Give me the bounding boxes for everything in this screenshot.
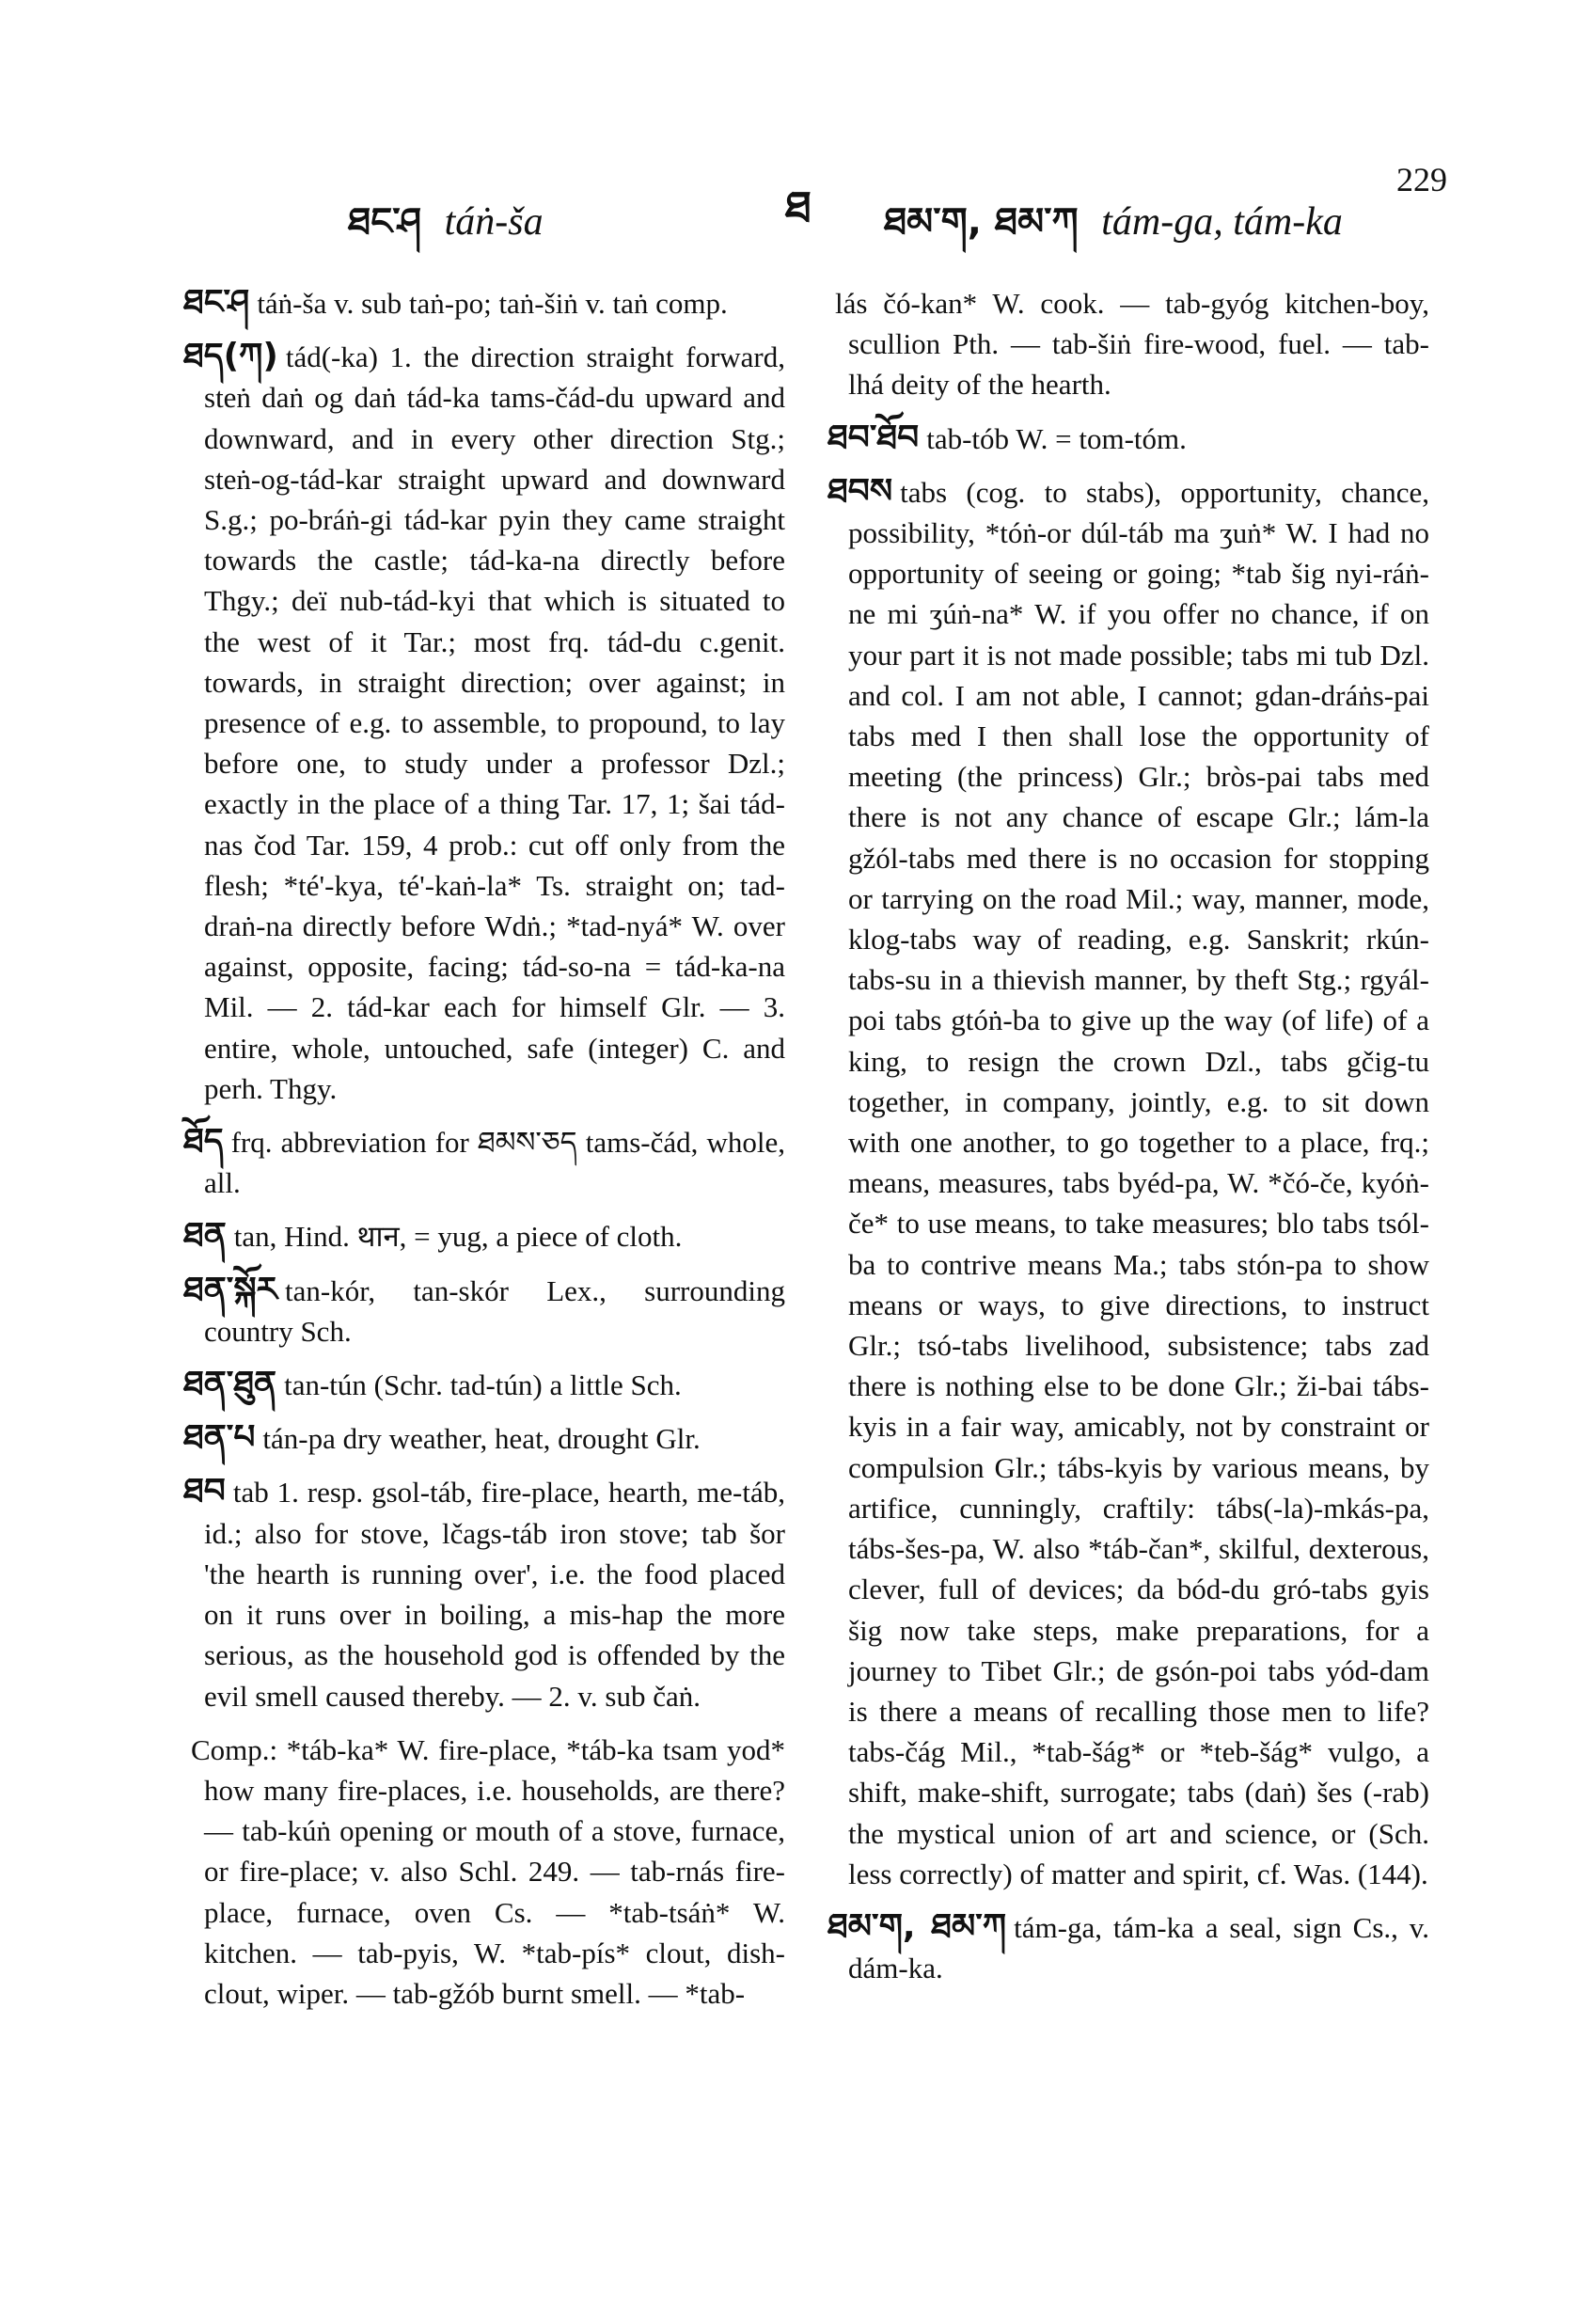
left-column	[183, 282, 785, 2026]
dictionary-entry	[183, 1471, 785, 1715]
dictionary-entry	[183, 282, 785, 324]
entry-headword: ཐབ་ཐོབ	[827, 418, 920, 457]
entry-headword: ཐད(ཀ)	[183, 337, 278, 376]
section-letter: ཐ	[785, 183, 812, 231]
dictionary-entry-compounds	[183, 1729, 785, 2014]
running-head-right-tibetan: ཐམ་ག, ཐམ་ཀ	[884, 200, 1079, 244]
entry-text: frq. abbreviation for ཐམས་ཅད tams-čád, whole, all.	[204, 1126, 785, 1200]
running-head-right-roman: tám-ga, tám-ka	[1101, 200, 1343, 244]
entry-headword: ཐན་པ	[183, 1418, 256, 1458]
entry-text: lás čó-kan* W. cook. — tab-gyóg kitchen-boy, scullion Pth. — tab-šiṅ fire-wood, fuel. — tab-lhá deity of the hearth.	[835, 287, 1429, 402]
page-number: 229	[1396, 161, 1447, 198]
entry-text: tabs (cog. to stabs), opportunity, chance, possibility, *tóṅ-or dúl-táb ma ʒuṅ* W. I had no opportunity of seeing or going; *tab šig nyi-ráṅ-ne mi ʒúṅ-na* W. if you offer no chance, if on your part it is not made possible; tabs mi tub Dzl. and col. I am not able, I cannot; gdan-dráṅs-pai tabs med I then shall lose the opportunity of meeting (the princess) Glr.; bròs-pai tabs med there is not any chance of escape Glr.; lám-la gžól-tabs med there is no occasion for stopping or tarrying on the road Mil.; way, manner, mode, klog-tabs way of reading, e.g. Sanskrit; rkún-tabs-su in a thievish manner, by theft Stg.; rgyál-poi tabs gtóṅ-ba to give up the way (of life) of a king, to resign the crown Dzl., tabs gčig-tu together, in company, jointly, e.g. to sit down with one another, to go together to a place, frq.; means, measures, tabs byéd-pa, W. *čó-če, kyóṅ-če* to use means, to take measures; blo tabs tsól-ba to contrive means Ma.; tabs stón-pa to show means or ways, to give directions, to instruct Glr.; tsó-tabs livelihood, subsistence; tabs zad there is nothing else to be done Glr.; ži-bai tábs-kyis in a fair way, amicably, not by constraint or compulsion Glr.; tábs-kyis by various means, by artifice, cunningly, craftily: tábs(-la)-mkás-pa, tábs-šes-pa, W. also *táb-čan*, skilful, dexterous, clever, full of devices; da bód-du gró-tabs gyis šig now take steps, make preparations, for a journey to Tibet Glr.; de gsón-poi tabs yód-dam is there a means of recalling those men to life? tabs-čág Mil., *tab-šág* or *teb-šág* vulgo, a shift, make-shift, surrogate; tabs (daṅ) šes (-rab) the mystical union of art and science, or (Sch. less correctly) of matter and spirit, cf. Was. (144).	[848, 475, 1429, 1890]
entry-headword: ཐང་ཤ	[183, 283, 250, 322]
entry-headword: ཐོད	[183, 1122, 224, 1162]
entry-headword: ཐམ་ག, ཐམ་ཀ	[827, 1906, 1007, 1946]
dictionary-entry	[827, 471, 1429, 1894]
page-header	[0, 160, 1576, 244]
entry-text: tab-tób W. = tom-tóm.	[926, 421, 1187, 455]
dictionary-entry	[183, 1215, 785, 1257]
entry-headword: ཐབ	[183, 1472, 226, 1511]
entry-headword: ཐན	[183, 1216, 227, 1256]
dictionary-entry	[183, 1121, 785, 1203]
entry-headword: ཐན་ཐུན	[183, 1365, 277, 1404]
entry-text: Comp.: *táb-ka* W. fire-place, *táb-ka tsam yod* how many fire-places, i.e. households, are there? — tab-kúṅ opening or mouth of a stove, furnace, or fire-place; v. also Schl. 249. — tab-rnás fire-place, furnace, oven Cs. — *tab-tsáṅ* W. kitchen. — tab-pyis, W. *tab-pís* clout, dish-clout, wiper. — tab-gžób burnt smell. — *tab-	[191, 1732, 785, 2010]
entry-text: tán-pa dry weather, heat, drought Glr.	[262, 1422, 701, 1456]
dictionary-entry	[183, 1417, 785, 1459]
entry-text: táṅ-ša v. sub taṅ-po; taṅ-šiṅ v. taṅ comp.	[257, 287, 728, 320]
entry-text: tan, Hind. थान, = yug, a piece of cloth.	[233, 1220, 683, 1254]
entry-headword: ཐབས	[827, 471, 893, 511]
dictionary-entry	[827, 418, 1429, 459]
entry-text: tám-ga, tám-ka a seal, sign Cs., v. dám-ka.	[848, 1910, 1429, 1985]
dictionary-entry	[827, 1906, 1429, 1988]
entry-text: tan-kór, tan-skór Lex., surrounding country Sch.	[204, 1273, 785, 1348]
running-head-left	[348, 179, 544, 285]
entry-text: tan-tún (Schr. tad-tún) a little Sch.	[284, 1368, 682, 1402]
running-head-left-roman: táṅ-ša	[444, 200, 544, 244]
dictionary-entry	[183, 336, 785, 1109]
dictionary-entry	[183, 1270, 785, 1352]
dictionary-entry	[183, 1364, 785, 1405]
entry-headword: ཐན་སྐོར	[183, 1270, 278, 1309]
entry-text: tab 1. resp. gsol-táb, fire-place, hearth, me-táb, id.; also for stove, lčags-táb iron stove; tab šor 'the hearth is running over', i.e. the food placed on it runs over in boiling, a mis-hap the more serious, as the household god is offended by the evil smell caused thereby. — 2. v. sub čaṅ.	[204, 1476, 785, 1713]
running-head-left-tibetan: ཐང་ཤ	[348, 200, 422, 244]
running-head-right	[884, 179, 1343, 285]
entry-text: tád(-ka) 1. the direction straight forward, steṅ daṅ og daṅ tád-ka tams-čád-du upward and downward, and in every other direction Stg.; steṅ-og-tád-kar straight upward and downward S.g.; po-bráṅ-gi tád-kar pyin they came straight towards the castle; tád-ka-na directly before Thgy.; deï nub-tád-kyi that which is situated to the west of it Tar.; most frq. tád-du c.genit. towards, in straight direction; over against; in presence of e.g. to assemble, to propound, to lay before one, to study under a professor Dzl.; exactly in the place of a thing Tar. 17, 1; šai tád-nas čod Tar. 159, 4 prob.: cut off only from the flesh; *té'-kya, té'-kaṅ-la* Ts. straight on; tad-draṅ-na directly before Wdṅ.; *tad-nyá* W. over against, opposite, facing; tád-so-na = tád-ka-na Mil. — 2. tád-kar each for himself Glr. — 3. entire, whole, untouched, safe (integer) C. and perh. Thgy.	[204, 340, 785, 1105]
right-column	[827, 282, 1429, 2000]
dictionary-entry-continued	[827, 282, 1429, 405]
